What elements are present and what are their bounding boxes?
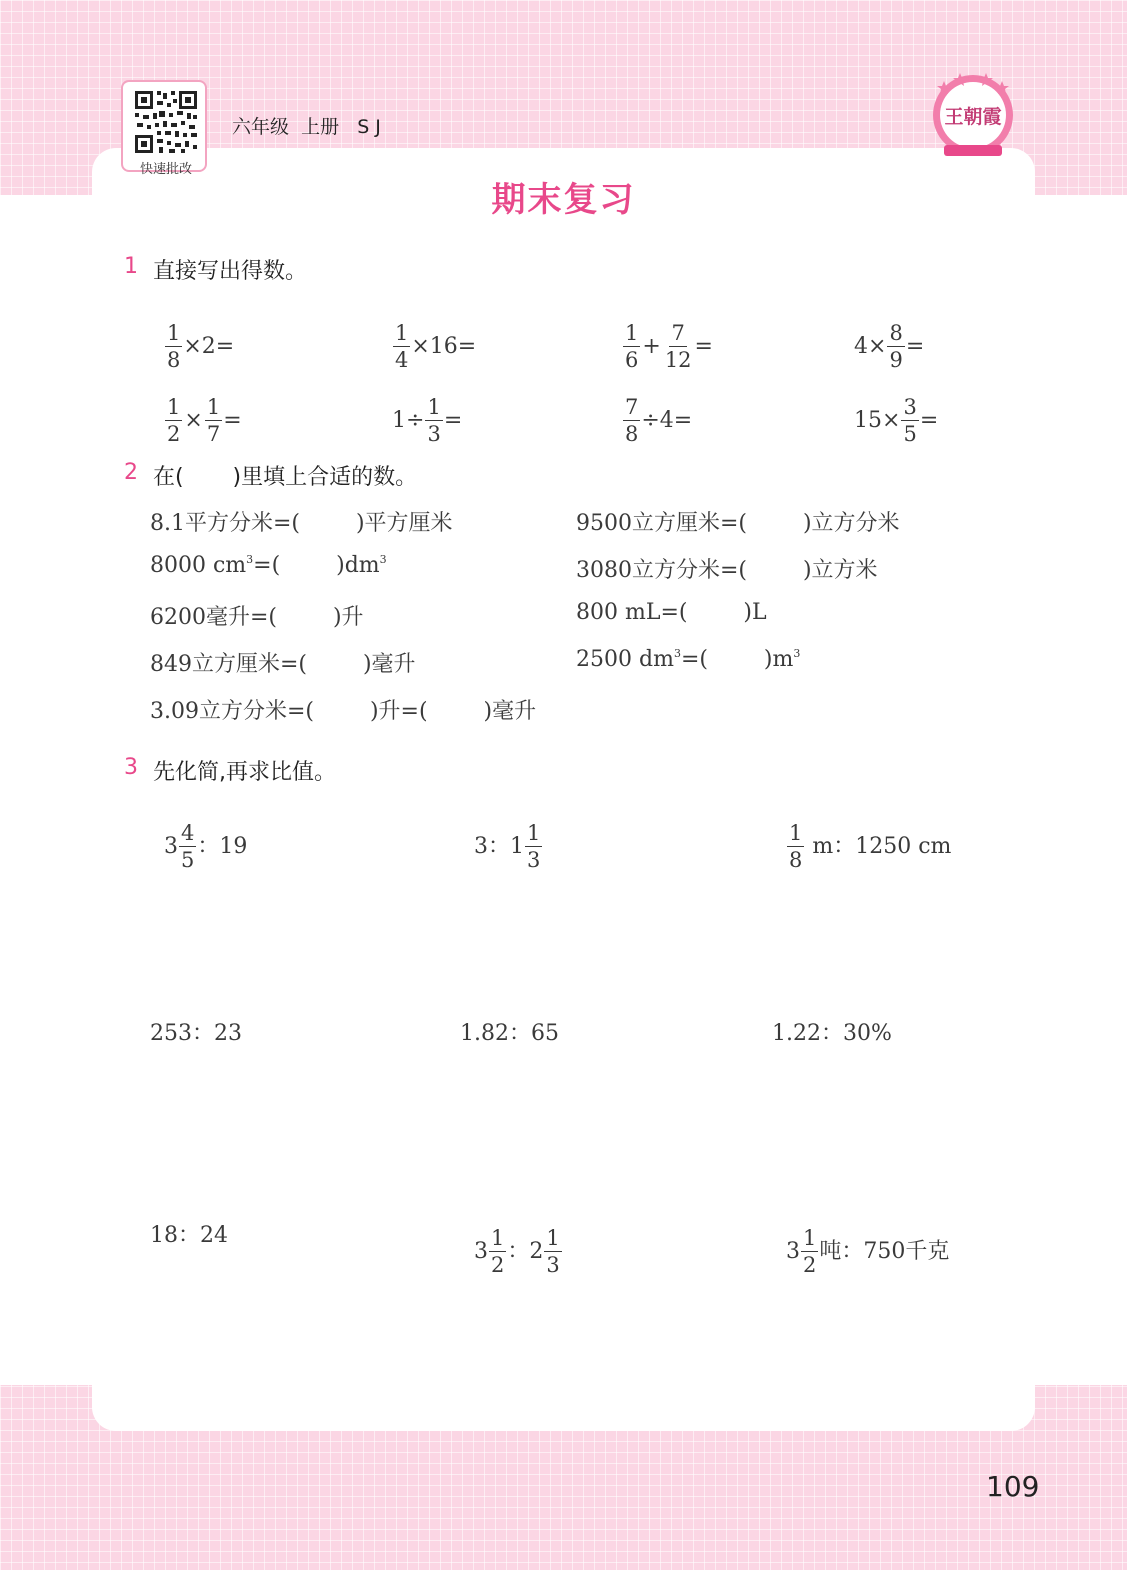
logo-text: 王朝霞 [944, 106, 1002, 128]
ratio-a2: 3：1 $\frac{1}{3}$ [474, 821, 541, 872]
page-title: 期末复习 [491, 180, 636, 220]
fill-line-3a: 6200毫升=( )升 [150, 605, 364, 630]
ratio-c3: 3 $\frac{1}{2}$ 吨：750千克 [786, 1226, 950, 1277]
fill-line-2b: 3080立方分米=( )立方米 [576, 558, 878, 583]
fill-line-4a: 849立方厘米=( )毫升 [150, 652, 416, 677]
section-3-number: 3 [124, 755, 138, 780]
page-number: 109 [986, 1470, 1040, 1503]
qr-caption: 快速批改 [139, 162, 192, 177]
ratio-a1: 3 $\frac{4}{5}$ ：19 [164, 821, 248, 872]
section-3-instruction: 先化简,再求比值。 [153, 760, 336, 785]
ratio-c2: 3 $\frac{1}{2}$ ：2 $\frac{1}{3}$ [474, 1226, 560, 1277]
fill-line-1a: 8.1平方分米=( )平方厘米 [150, 511, 453, 536]
ratio-c1: 18：24 [150, 1223, 228, 1248]
ratio-b3: 1.22：30% [772, 1021, 892, 1046]
calc-r1c1: $\frac{1}{8}$ ×2= [167, 321, 235, 372]
section-2-instruction: 在( )里填上合适的数。 [153, 465, 418, 490]
calc-r1c4: 4× $\frac{8}{9}$ = [854, 321, 925, 372]
calc-r2c1: $\frac{1}{2}$ × $\frac{1}{7}$ = [167, 395, 242, 446]
ratio-b2: 1.82：65 [460, 1021, 559, 1046]
section-1-instruction: 直接写出得数。 [153, 259, 308, 284]
fill-line-4b: 2500 $dm^3=$( )$m^3$ [576, 647, 801, 672]
ratio-a3: $\frac{1}{8}$ m：1250 cm [789, 821, 952, 872]
brand-logo [930, 67, 1016, 161]
calc-r2c2: 1÷ $\frac{1}{3}$ = [392, 395, 463, 446]
calc-r2c3: $\frac{7}{8}$ ÷4= [625, 395, 693, 446]
calc-r1c3: $\frac{1}{6}$ + $\frac{7}{12}$ = [625, 321, 713, 372]
section-1-number: 1 [124, 254, 138, 279]
qr-code-icon [133, 89, 199, 155]
grade-label: 六年级 上册 S J [232, 116, 381, 138]
fill-line-5a: 3.09立方分米=( )升=( )毫升 [150, 699, 537, 724]
qr-code[interactable] [121, 80, 207, 177]
section-2-number: 2 [124, 460, 138, 485]
fill-line-3b: 800 mL=( )L [576, 600, 767, 625]
calc-r2c4: 15× $\frac{3}{5}$ = [854, 395, 939, 446]
fill-line-2a: 8000 $cm^3=$( )$dm^3$ [150, 553, 387, 578]
fill-line-1b: 9500立方厘米=( )立方分米 [576, 511, 900, 536]
calc-r1c2: $\frac{1}{4}$ ×16= [395, 321, 477, 372]
ratio-b1: 253：23 [150, 1021, 242, 1046]
